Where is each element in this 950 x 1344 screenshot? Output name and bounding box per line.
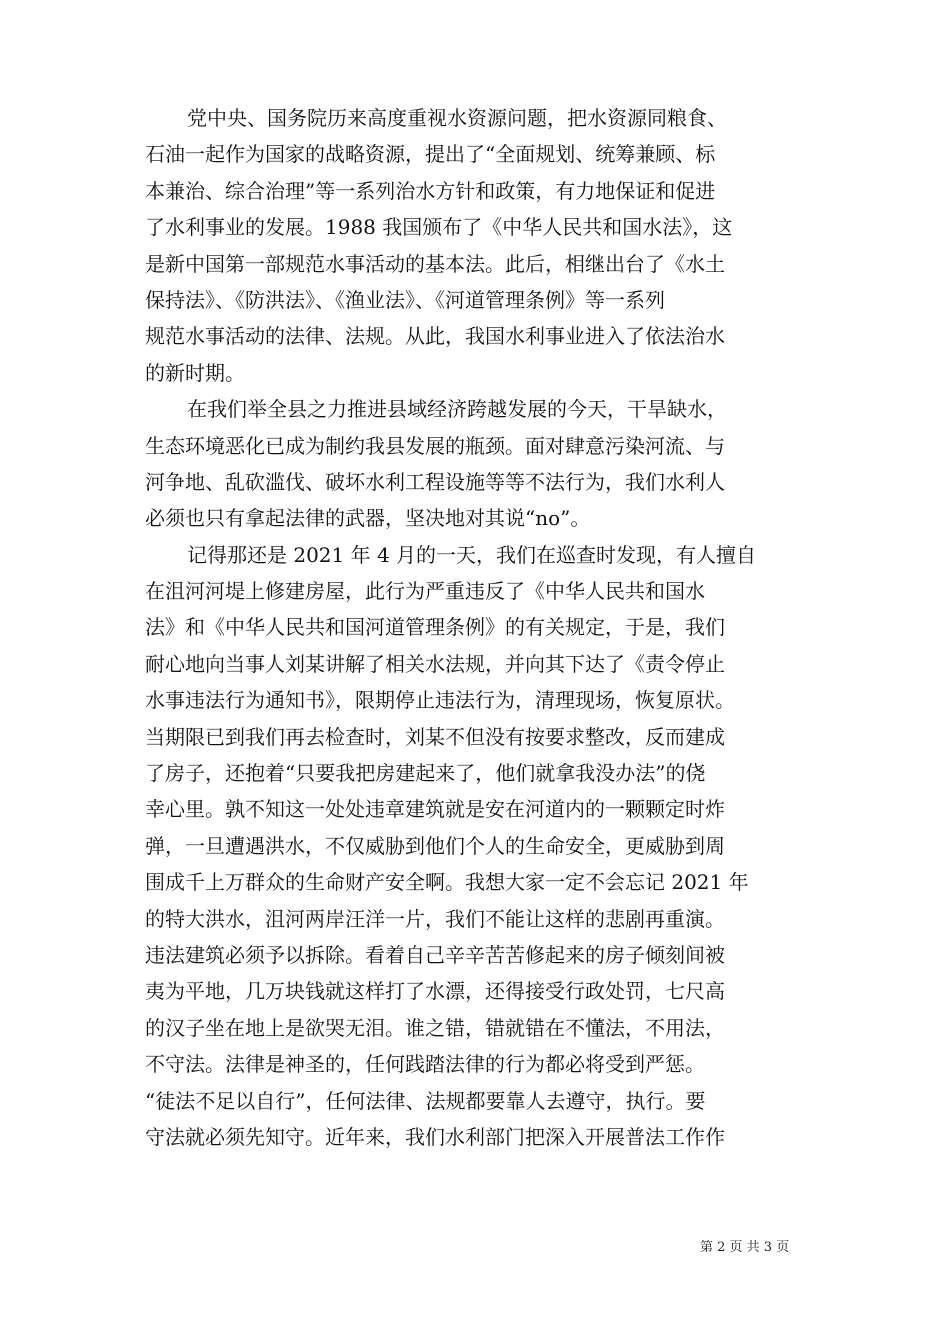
paragraph-3-line-16: “徒法不足以自行”，任何法律、法规都要靠人去遵守，执行。要 [145,1088,706,1113]
paragraph-2-line-2: 生态环境恶化已成为制约我县发展的瓶颈。面对肆意污染河流、与 [145,433,725,458]
paragraph-3-line-1: 记得那还是 2021 年 4 月的一天，我们在巡查时发现，有人擅自 [187,542,757,567]
paragraph-3-line-8: 幸心里。孰不知这一处处违章建筑就是安在河道内的一颗颗定时炸 [145,797,725,822]
paragraph-1-line-7: 规范水事活动的法律、法规。从此，我国水利事业进入了依法治水 [145,324,725,349]
paragraph-3-line-7: 了房子，还抱着“只要我把房建起来了，他们就拿我没办法”的侥 [145,761,706,786]
paragraph-1-line-8: 的新时期。 [145,360,245,385]
paragraph-3-line-13: 夷为平地，几万块钱就这样打了水漂，还得接受行政处罚，七尺高 [145,979,725,1004]
paragraph-3-line-10: 围成千上万群众的生命财产安全啊。我想大家一定不会忘记 2021 年 [145,870,749,895]
paragraph-1-line-4: 了水利事业的发展。1988 我国颁布了《中华人民共和国水法》，这 [145,215,733,240]
paragraph-2-line-3: 河争地、乱砍滥伐、破坏水利工程设施等等不法行为，我们水利人 [145,469,725,494]
paragraph-3-line-2: 在沮河河堤上修建房屋，此行为严重违反了《中华人民共和国水 [145,579,705,604]
paragraph-2-line-4: 必须也只有拿起法律的武器，坚决地对其说“no”。 [145,506,591,531]
body-text [145,100,810,1155]
paragraph-3-line-12: 违法建筑必须予以拆除。看着自己辛辛苦苦修起来的房子倾刻间被 [145,942,725,967]
paragraph-3-line-15: 不守法。法律是神圣的，任何践踏法律的行为都必将受到严惩。 [145,1052,705,1077]
paragraph-2-line-1: 在我们举全县之力推进县域经济跨越发展的今天，干旱缺水， [187,397,727,422]
paragraph-3-line-11: 的特大洪水，沮河两岸汪洋一片，我们不能让这样的悲剧再重演。 [145,906,725,931]
paragraph-1-line-5: 是新中国第一部规范水事活动的基本法。此后，相继出台了《水土 [145,251,725,276]
paragraph-3-line-5: 水事违法行为通知书》，限期停止违法行为，清理现场，恢复原状。 [145,688,735,713]
paragraph-1-line-3: 本兼治、综合治理”等一系列治水方针和政策，有力地保证和促进 [145,178,716,203]
paragraph-3-line-9: 弹，一旦遭遇洪水，不仅威胁到他们个人的生命安全，更威胁到周 [145,833,725,858]
paragraph-1-line-2: 石油一起作为国家的战略资源，提出了“全面规划、统筹兼顾、标 [145,142,716,167]
paragraph-3-line-6: 当期限已到我们再去检查时，刘某不但没有按要求整改，反而建成 [145,724,725,749]
paragraph-3-line-4: 耐心地向当事人刘某讲解了相关水法规，并向其下达了《责令停止 [145,651,725,676]
paragraph-1-line-1: 党中央、国务院历来高度重视水资源问题，把水资源同粮食、 [187,106,727,130]
paragraph-1-line-6: 保持法》、《防洪法》、《渔业法》、《河道管理条例》等一系列 [145,287,665,312]
paragraph-3-line-3: 法》和《中华人民共和国河道管理条例》的有关规定，于是，我们 [145,615,725,640]
paragraph-3-line-14: 的汉子坐在地上是欲哭无泪。谁之错，错就错在不懂法，不用法， [145,1015,725,1040]
page-number-footer: 第 2 页 共 3 页 [700,1240,790,1255]
paragraph-3-line-17: 守法就必须先知守。近年来，我们水利部门把深入开展普法工作作 [145,1124,725,1149]
